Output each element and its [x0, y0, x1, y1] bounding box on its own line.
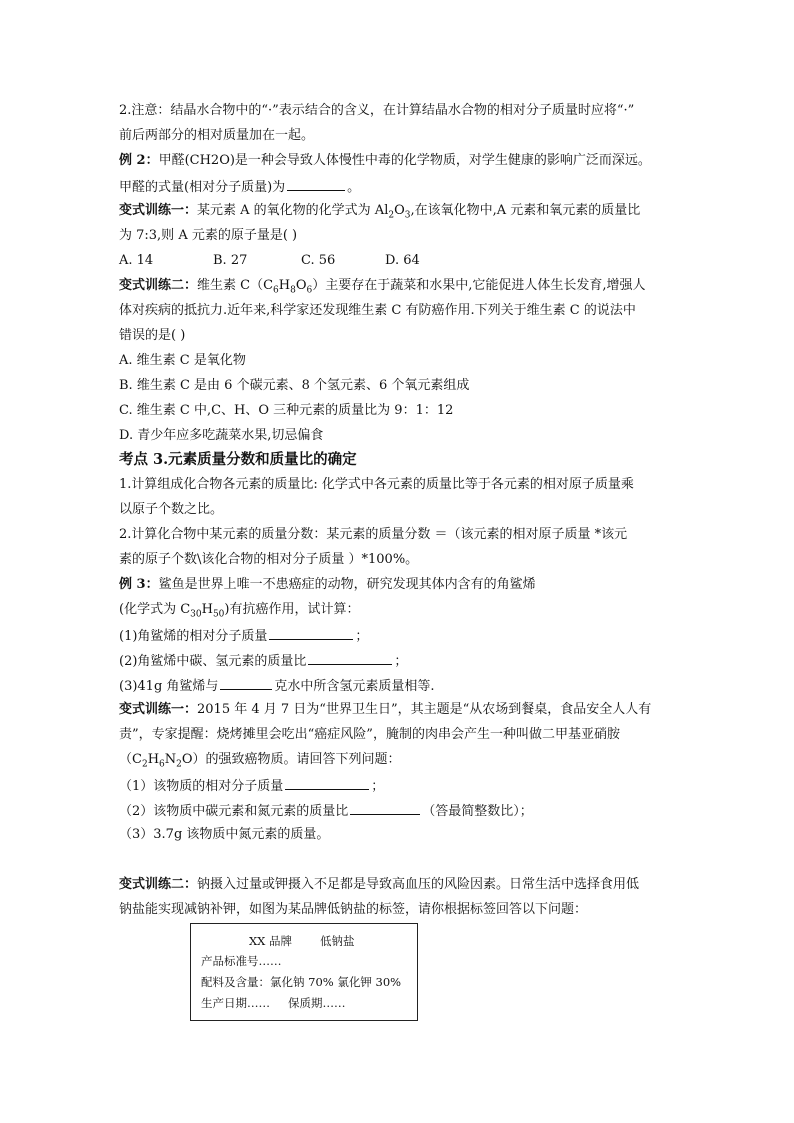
variant-3-text-cont: O）的强致癌物质。请回答下列问题：	[181, 752, 401, 767]
subscript: 50	[212, 609, 225, 620]
variant-1-text: 某元素 A 的氧化物的化学式为 Al	[197, 203, 389, 218]
label-brand-row	[249, 934, 355, 948]
variant-3-q2	[119, 801, 533, 821]
label-standard: 产品标准号……	[201, 954, 282, 968]
example-2-line-1	[119, 152, 651, 170]
subscript: 30	[190, 609, 202, 620]
example-2-text: 甲醛(CH2O)是一种会导致人体慢性中毒的化学物质，对学生健康的影响广泛而深远。	[158, 153, 651, 168]
variant-3-text: 2015 年 4 月 7 日为“世界卫生日”，其主题是“从农场到餐桌，食品安全人人有	[197, 702, 652, 717]
formula-part: N	[164, 752, 177, 767]
formula-part: O	[394, 203, 405, 218]
punct: 。	[347, 180, 361, 195]
punct: ；	[394, 654, 408, 669]
variant-1-text-cont: ,在该氧化物中,A 元素和氧元素的质量比	[410, 203, 641, 218]
q1-text: （1）该物质的相对分子质量	[119, 779, 284, 794]
note-line-1: 2.注意：结晶水合物中的“·”表示结合的含义，在计算结晶水合物的相对分子质量时应将“·”	[119, 103, 635, 118]
answer-blank[interactable]	[308, 651, 392, 665]
example-3-line-2	[119, 601, 359, 619]
answer-blank[interactable]	[287, 177, 345, 191]
example-3-q1	[119, 626, 368, 646]
variant-3-line-3	[119, 751, 401, 769]
q1-text: (1)角鲨烯的相对分子质量	[119, 629, 268, 644]
q2-text-cont: （答最简整数比）；	[422, 804, 533, 819]
variant-4-line-2: 钠盐能实现减钠补钾，如图为某品牌低钠盐的标签，请你根据标签回答以下问题：	[119, 902, 588, 917]
section-3-p2-line-1: 2.计算化合物中某元素的质量分数：某元素的质量分数 ＝（该元素的相对原子质量 *该元	[119, 527, 628, 542]
label-product: 低钠盐	[320, 934, 355, 948]
formula-part: H	[201, 602, 213, 617]
q2-text: (2)角鲨烯中碳、氢元素的质量比	[119, 654, 307, 669]
section-3-p1-line-2: 以原子个数之比。	[119, 502, 224, 517]
section-3-title: 考点 3.元素质量分数和质量比的确定	[119, 451, 357, 468]
variant-2-label: 变式训练二：	[119, 278, 198, 293]
variant-2-option-a[interactable]: A. 维生素 C 是氧化物	[119, 353, 246, 368]
variant-4-label: 变式训练二：	[119, 877, 198, 892]
example-3-text: 鲨鱼是世界上唯一不患癌症的动物，研究发现其体内含有的角鲨烯	[158, 577, 536, 592]
variant-2-option-b[interactable]: B. 维生素 C 是由 6 个碳元素、8 个氢元素、6 个氧元素组成	[119, 378, 470, 393]
section-3-p2-line-2: 素的原子个数\该化合物的相对分子质量 ）*100%。	[119, 552, 419, 567]
example-2-line-2	[119, 177, 360, 197]
subscript: 6	[159, 759, 165, 770]
option-a[interactable]: A. 14	[119, 253, 154, 268]
subscript: 6	[306, 285, 313, 296]
answer-blank[interactable]	[220, 676, 272, 690]
example-3-q3	[119, 676, 435, 696]
answer-blank[interactable]	[285, 776, 369, 790]
option-c[interactable]: C. 56	[301, 253, 336, 268]
formula-part: O	[295, 278, 307, 293]
label-ingredients: 配料及含量：氯化钠 70% 氯化钾 30%	[201, 975, 402, 989]
subscript: 6	[273, 285, 279, 296]
variant-2-line-3: 错误的是( )	[119, 328, 186, 343]
variant-4-text: 钠摄入过量或钾摄入不足都是导致高血压的风险因素。日常生活中选择食用低	[197, 877, 640, 892]
variant-4-line-1	[119, 876, 639, 894]
variant-3-line-1	[119, 701, 651, 719]
variant-2-option-d[interactable]: D. 青少年应多吃蔬菜水果,切忌偏食	[119, 428, 324, 443]
label-shelf: 保质期……	[288, 996, 346, 1010]
example-3-label: 例 3：	[119, 577, 159, 592]
answer-blank[interactable]	[269, 626, 353, 640]
punct: ；	[355, 629, 369, 644]
variant-1-line-2: 为 7:3,则 A 元素的原子量是( )	[119, 228, 298, 243]
variant-3-q3: （3）3.7g 该物质中氮元素的质量。	[119, 827, 330, 842]
variant-3-line-2: 责”，专家提醒：烧烤摊里会吃出“癌症风险”，腌制的肉串会产生一种叫做二甲基亚硝胺	[119, 727, 620, 742]
answer-blank[interactable]	[350, 801, 420, 815]
option-d[interactable]: D. 64	[385, 253, 420, 268]
salt-label-box	[190, 923, 418, 1021]
variant-2-text: 维生素 C（C	[197, 278, 274, 293]
subscript: 2	[141, 759, 148, 770]
punct: ；	[371, 779, 385, 794]
label-date: 生产日期……	[201, 996, 270, 1010]
variant-1-line-1	[119, 202, 640, 220]
note-line-2: 前后两部分的相对质量加在一起。	[119, 128, 315, 143]
variant-1-options	[119, 252, 420, 270]
section-3-p1-line-1: 1.计算组成化合物各元素的质量比: 化学式中各元素的质量比等于各元素的相对原子质量乘	[119, 477, 634, 492]
variant-3-q1	[119, 776, 384, 796]
label-brand: XX 品牌	[249, 934, 293, 948]
formula-part: H	[147, 752, 160, 767]
formula-open: （C	[119, 752, 142, 767]
variant-1-label: 变式训练一：	[119, 203, 198, 218]
option-b[interactable]: B. 27	[213, 253, 248, 268]
formula-part: H	[278, 278, 291, 293]
subscript: 3	[404, 210, 411, 221]
example-3-line-1	[119, 576, 536, 594]
variant-2-text-cont: ）主要存在于蔬菜和水果中,它能促进人体生长发育,增强人	[312, 278, 646, 293]
variant-2-option-c[interactable]: C. 维生素 C 中,C、H、O 三种元素的质量比为 9：1：12	[119, 403, 454, 418]
variant-2-line-1	[119, 277, 646, 295]
example-3-q2	[119, 651, 407, 671]
example-2-label: 例 2：	[119, 153, 159, 168]
example-3-text-3: )有抗癌作用，试计算：	[224, 602, 360, 617]
q3-text-cont: 克水中所含氢元素质量相等.	[274, 679, 435, 694]
example-2-question: 甲醛的式量(相对分子质量)为	[119, 180, 286, 195]
variant-2-line-2: 体对疾病的抵抗力.近年来,科学家还发现维生素 C 有防癌作用.下列关于维生素 C 的说法中	[119, 303, 636, 318]
example-3-text-2: (化学式为 C	[119, 602, 191, 617]
variant-3-label: 变式训练一：	[119, 702, 198, 717]
subscript: 2	[388, 210, 395, 221]
q2-text: （2）该物质中碳元素和氮元素的质量比	[119, 804, 349, 819]
subscript: 2	[176, 759, 182, 770]
label-date-row	[201, 996, 346, 1010]
subscript: 8	[290, 285, 296, 296]
q3-text: (3)41g 角鲨烯与	[119, 679, 219, 694]
